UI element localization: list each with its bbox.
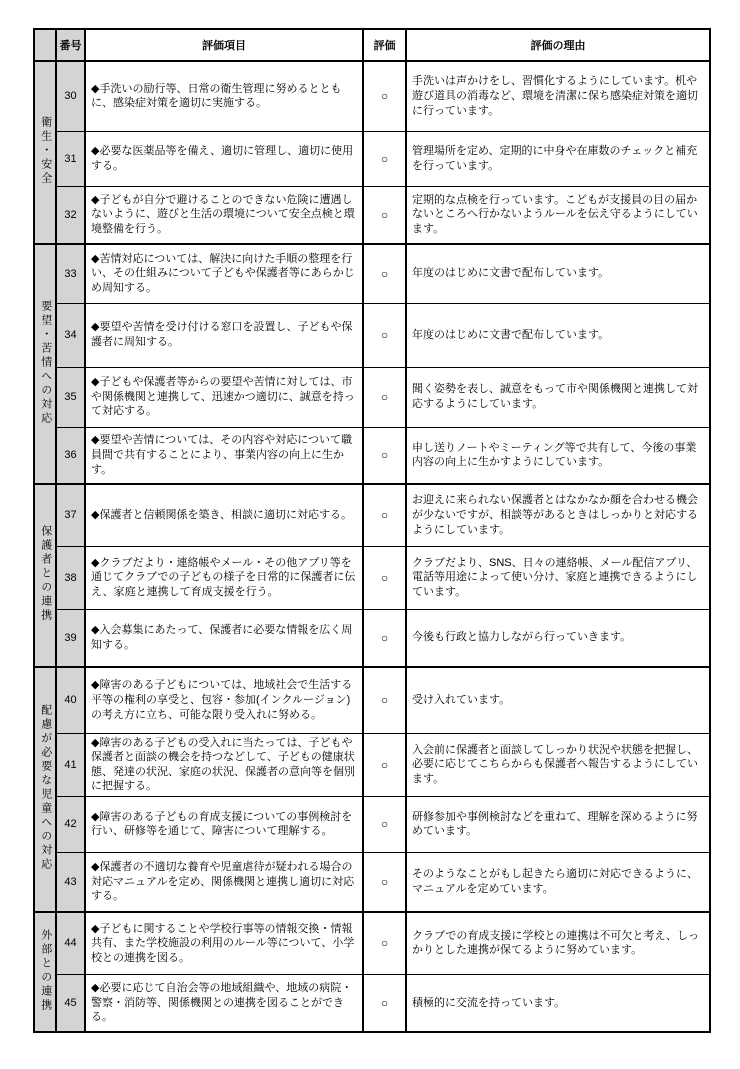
table-row bbox=[34, 546, 710, 609]
reason-cell: 申し送りノートやミーティング等で共有して、今後の事業内容の向上に生かすようにしています。 bbox=[406, 427, 710, 484]
category-label: 外部との連携 bbox=[39, 928, 52, 1013]
category-label: 衛生・安全 bbox=[39, 116, 52, 186]
rating-cell: ○ bbox=[363, 546, 406, 609]
row-number-cell: 34 bbox=[56, 303, 85, 367]
row-number-cell: 31 bbox=[56, 131, 85, 186]
header-reason: 評価の理由 bbox=[406, 29, 710, 61]
reason-cell: そのようなことがもし起きたら適切に対応できるように、マニュアルを定めています。 bbox=[406, 852, 710, 912]
reason-cell: 今後も行政と協力しながら行っていきます。 bbox=[406, 609, 710, 667]
reason-cell: お迎えに来られない保護者とはなかなか顔を合わせる機会が少ないですが、相談等があるときはしっかりと対応するようにしています。 bbox=[406, 484, 710, 546]
row-number-cell: 36 bbox=[56, 427, 85, 484]
table-row bbox=[34, 484, 710, 546]
item-cell: ◆手洗いの励行等、日常の衛生管理に努めるとともに、感染症対策を適切に実施する。 bbox=[85, 61, 363, 131]
row-number-cell: 40 bbox=[56, 667, 85, 733]
row-number-cell: 37 bbox=[56, 484, 85, 546]
category-cell bbox=[34, 61, 56, 244]
table-row bbox=[34, 667, 710, 733]
rating-cell: ○ bbox=[363, 912, 406, 974]
table-row bbox=[34, 303, 710, 367]
reason-cell: 年度のはじめに文書で配布しています。 bbox=[406, 303, 710, 367]
row-number-cell: 32 bbox=[56, 186, 85, 244]
reason-cell: 手洗いは声かけをし、習慣化するようにしています。机や遊び道具の消毒など、環境を清潔に保ち感染症対策を適切に行っています。 bbox=[406, 61, 710, 131]
rating-cell: ○ bbox=[363, 367, 406, 427]
item-cell: ◆入会募集にあたって、保護者に必要な情報を広く周知する。 bbox=[85, 609, 363, 667]
reason-cell: 定期的な点検を行っています。こどもが支援員の目の届かないところへ行かないようルールを伝え守るようにしています。 bbox=[406, 186, 710, 244]
category-label: 配慮が必要な児童への対応 bbox=[39, 704, 52, 873]
reason-cell: 積極的に交流を持っています。 bbox=[406, 974, 710, 1032]
item-cell: ◆要望や苦情を受け付ける窓口を設置し、子どもや保護者に周知する。 bbox=[85, 303, 363, 367]
reason-cell: クラブだより、SNS、日々の連絡帳、メール配信アプリ、電話等用途によって使い分け、家庭と連携できるようにしています。 bbox=[406, 546, 710, 609]
item-cell: ◆子どもや保護者等からの要望や苦情に対しては、市や関係機関と連携して、迅速かつ適切に、誠意を持って対応する。 bbox=[85, 367, 363, 427]
row-number-cell: 38 bbox=[56, 546, 85, 609]
header-number: 番号 bbox=[56, 29, 85, 61]
row-number-cell: 43 bbox=[56, 852, 85, 912]
rating-cell: ○ bbox=[363, 796, 406, 852]
table-row bbox=[34, 733, 710, 796]
item-cell: ◆必要に応じて自治会等の地域組織や、地域の病院・警察・消防等、関係機関との連携を図ることができる。 bbox=[85, 974, 363, 1032]
row-number-cell: 44 bbox=[56, 912, 85, 974]
rating-cell: ○ bbox=[363, 852, 406, 912]
rating-cell: ○ bbox=[363, 733, 406, 796]
row-number-cell: 33 bbox=[56, 244, 85, 303]
table-row bbox=[34, 852, 710, 912]
row-number-cell: 45 bbox=[56, 974, 85, 1032]
category-cell bbox=[34, 244, 56, 484]
item-cell: ◆要望や苦情については、その内容や対応について職員間で共有することにより、事業内容の向上に生かす。 bbox=[85, 427, 363, 484]
evaluation-table bbox=[33, 28, 711, 1033]
table-row bbox=[34, 974, 710, 1032]
table-row bbox=[34, 244, 710, 303]
category-cell bbox=[34, 484, 56, 667]
item-cell: ◆必要な医薬品等を備え、適切に管理し、適切に使用する。 bbox=[85, 131, 363, 186]
table-row bbox=[34, 912, 710, 974]
item-cell: ◆子どもに関することや学校行事等の情報交換・情報共有、また学校施設の利用のルール等について、小学校との連携を図る。 bbox=[85, 912, 363, 974]
category-cell bbox=[34, 912, 56, 1032]
category-label: 要望・苦情への対応 bbox=[39, 299, 52, 426]
item-cell: ◆障害のある子どもについては、地域社会で生活する平等の権利の享受と、包容・参加(インクルージョン)の考え方に立ち、可能な限り受入れに努める。 bbox=[85, 667, 363, 733]
rating-cell: ○ bbox=[363, 609, 406, 667]
row-number-cell: 30 bbox=[56, 61, 85, 131]
table-row bbox=[34, 367, 710, 427]
category-label: 保護者との連携 bbox=[39, 525, 52, 623]
rating-cell: ○ bbox=[363, 186, 406, 244]
row-number-cell: 39 bbox=[56, 609, 85, 667]
category-cell bbox=[34, 667, 56, 912]
reason-cell: 聞く姿勢を表し、誠意をもって市や関係機関と連携して対応するようにしています。 bbox=[406, 367, 710, 427]
table-row bbox=[34, 427, 710, 484]
rating-cell: ○ bbox=[363, 427, 406, 484]
item-cell: ◆保護者の不適切な養育や児童虐待が疑われる場合の対応マニュアルを定め、関係機関と連携し適切に対応する。 bbox=[85, 852, 363, 912]
table-row bbox=[34, 61, 710, 131]
rating-cell: ○ bbox=[363, 484, 406, 546]
rating-cell: ○ bbox=[363, 244, 406, 303]
header-row bbox=[34, 29, 710, 61]
rating-cell: ○ bbox=[363, 974, 406, 1032]
item-cell: ◆クラブだより・連絡帳やメール・その他アプリ等を通じてクラブでの子どもの様子を日常的に保護者に伝え、家庭と連携して育成支援を行う。 bbox=[85, 546, 363, 609]
row-number-cell: 41 bbox=[56, 733, 85, 796]
item-cell: ◆保護者と信頼関係を築き、相談に適切に対応する。 bbox=[85, 484, 363, 546]
header-item: 評価項目 bbox=[85, 29, 363, 61]
reason-cell: 研修参加や事例検討などを重ねて、理解を深めるように努めています。 bbox=[406, 796, 710, 852]
item-cell: ◆子どもが自分で避けることのできない危険に遭遇しないように、遊びと生活の環境について安全点検と環境整備を行う。 bbox=[85, 186, 363, 244]
corner-cell bbox=[34, 29, 56, 61]
reason-cell: 入会前に保護者と面談してしっかり状況や状態を把握し、必要に応じてこちらからも保護者へ報告するようにしています。 bbox=[406, 733, 710, 796]
table-row bbox=[34, 609, 710, 667]
item-cell: ◆障害のある子どもの受入れに当たっては、子どもや保護者と面談の機会を持つなどして、子どもの健康状態、発達の状況、家庭の状況、保護者の意向等を個別に把握する。 bbox=[85, 733, 363, 796]
item-cell: ◆苦情対応については、解決に向けた手順の整理を行い、その仕組みについて子どもや保護者等にあらかじめ周知する。 bbox=[85, 244, 363, 303]
table-row bbox=[34, 796, 710, 852]
rating-cell: ○ bbox=[363, 131, 406, 186]
rating-cell: ○ bbox=[363, 61, 406, 131]
reason-cell: 年度のはじめに文書で配布しています。 bbox=[406, 244, 710, 303]
reason-cell: 受け入れています。 bbox=[406, 667, 710, 733]
rating-cell: ○ bbox=[363, 667, 406, 733]
reason-cell: クラブでの育成支援に学校との連携は不可欠と考え、しっかりとした連携が保てるように努めています。 bbox=[406, 912, 710, 974]
row-number-cell: 42 bbox=[56, 796, 85, 852]
header-rating: 評価 bbox=[363, 29, 406, 61]
row-number-cell: 35 bbox=[56, 367, 85, 427]
item-cell: ◆障害のある子どもの育成支援についての事例検討を行い、研修等を通じて、障害について理解する。 bbox=[85, 796, 363, 852]
reason-cell: 管理場所を定め、定期的に中身や在庫数のチェックと補充を行っています。 bbox=[406, 131, 710, 186]
table-row bbox=[34, 131, 710, 186]
rating-cell: ○ bbox=[363, 303, 406, 367]
table-row bbox=[34, 186, 710, 244]
